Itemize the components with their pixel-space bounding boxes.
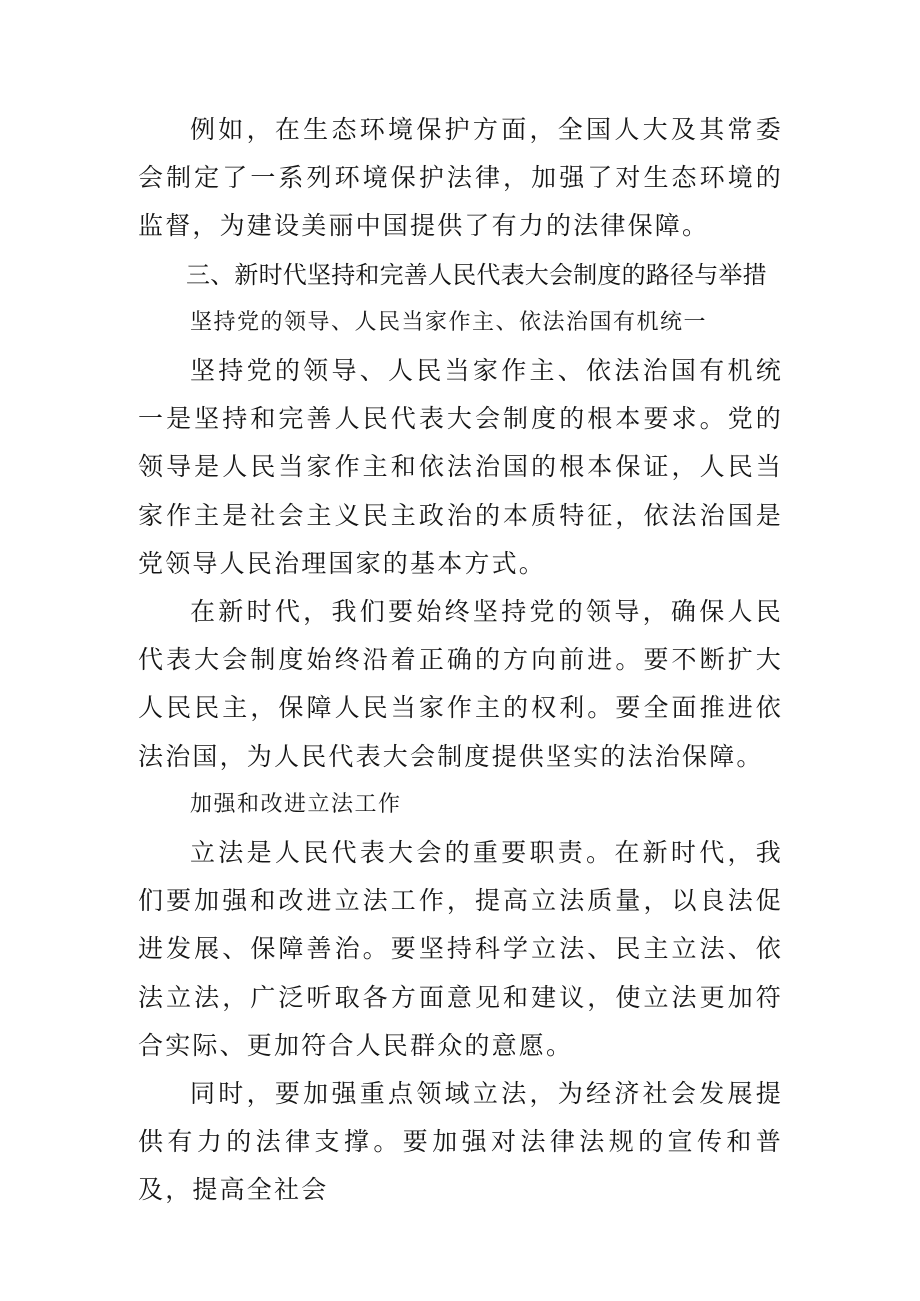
subheading-legislation-work: 加强和改进立法工作 xyxy=(190,791,402,817)
section-heading-three: 三、新时代坚持和完善人民代表大会制度的路径与举措 xyxy=(186,260,767,289)
subheading-party-leadership: 坚持党的领导、人民当家作主、依法治国有机统一 xyxy=(190,309,708,335)
document-body xyxy=(138,106,783,1215)
paragraph-fundamental-requirement: 坚持党的领导、人民当家作主、依法治国有机统一是坚持和完善人民代表大会制度的根本要求。党的领导是人民当家作主和依法治国的根本保证，人民当家作主是社会主义民主政治的本质特征，依法治国是党领导人民治理国家的基本方式。 xyxy=(138,356,783,578)
paragraph-legislation-duty: 立法是人民代表大会的重要职责。在新时代，我们要加强和改进立法工作，提高立法质量，以良法促进发展、保障善治。要坚持科学立法、民主立法、依法立法，广泛听取各方面意见和建议，使立法更加符合实际、更加符合人民群众的意愿。 xyxy=(138,838,783,1060)
paragraph-key-area-legislation: 同时，要加强重点领域立法，为经济社会发展提供有力的法律支撑。要加强对法律法规的宣传和普及，提高全社会 xyxy=(138,1079,783,1205)
paragraph-environment-example: 例如，在生态环境保护方面，全国人大及其常委会制定了一系列环境保护法律，加强了对生态环境的监督，为建设美丽中国提供了有力的法律保障。 xyxy=(138,115,783,241)
paragraph-new-era-leadership: 在新时代，我们要始终坚持党的领导，确保人民代表大会制度始终沿着正确的方向前进。要不断扩大人民民主，保障人民当家作主的权利。要全面推进依法治国，为人民代表大会制度提供坚实的法治保障。 xyxy=(138,597,783,771)
